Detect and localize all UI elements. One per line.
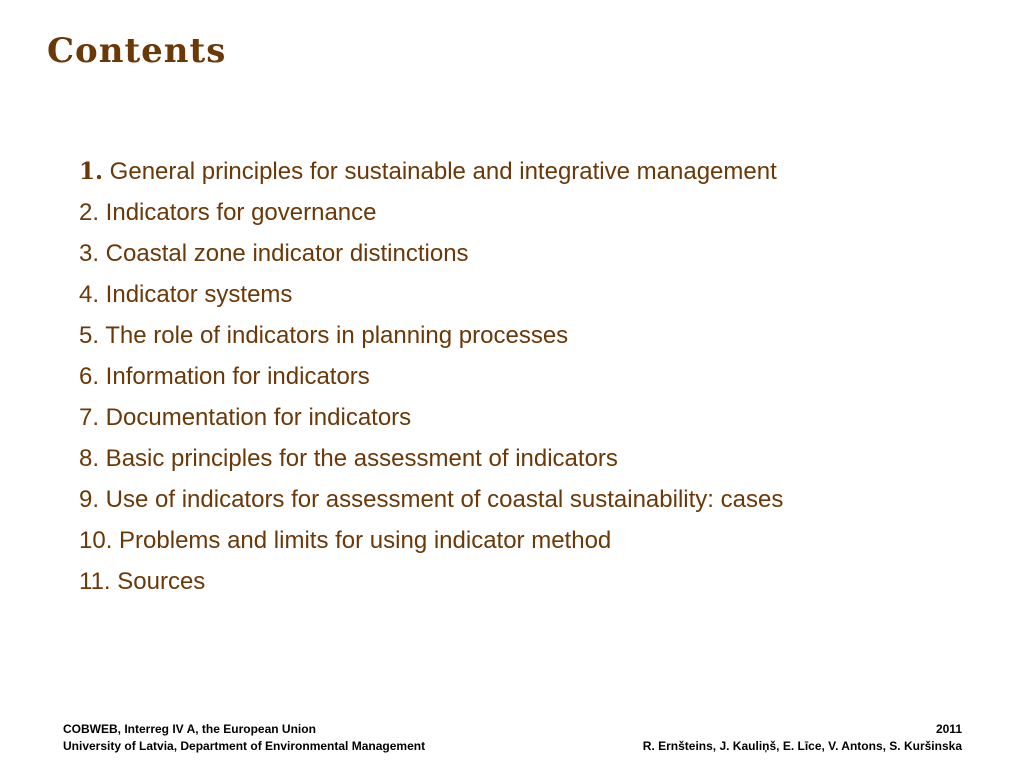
contents-list — [79, 151, 783, 602]
list-item-number: 5. — [79, 322, 100, 349]
list-item-number: 11. — [79, 568, 111, 595]
list-item-number: 6. — [79, 363, 100, 390]
list-item-number: 2. — [79, 199, 100, 226]
list-item-text: The role of indicators in planning processes — [99, 322, 569, 349]
list-item-text: Indicator systems — [99, 281, 293, 308]
list-item — [79, 233, 783, 274]
list-item-number: 3. — [79, 240, 100, 267]
footer-left — [63, 721, 425, 755]
list-item-number: 10. — [79, 527, 113, 554]
list-item — [79, 479, 783, 520]
list-item-number: 4. — [79, 281, 100, 308]
list-item — [79, 397, 783, 438]
list-item-number: 1. — [79, 158, 104, 185]
list-item-text: Documentation for indicators — [99, 404, 412, 431]
slide-title: Contents — [47, 31, 227, 71]
list-item-text: Use of indicators for assessment of coastal sustainability: cases — [99, 486, 784, 513]
footer-institution: University of Latvia, Department of Environmental Management — [63, 739, 426, 753]
list-item-number: 8. — [79, 445, 100, 472]
list-item — [79, 151, 783, 192]
footer-authors: R. Ernšteins, J. Kauliņš, E. Līce, V. Antons, S. Kuršinska — [642, 739, 962, 753]
list-item-text: Sources — [110, 568, 206, 595]
list-item — [79, 520, 783, 561]
footer-year: 2011 — [935, 722, 962, 736]
list-item — [79, 561, 783, 602]
list-item-text: Basic principles for the assessment of indicators — [99, 445, 618, 472]
footer-project: COBWEB, Interreg IV A, the European Union — [63, 722, 316, 736]
list-item — [79, 315, 783, 356]
list-item-text: General principles for sustainable and integrative management — [103, 158, 777, 185]
list-item — [79, 274, 783, 315]
list-item-number: 7. — [79, 404, 100, 431]
list-item — [79, 192, 783, 233]
list-item-text: Problems and limits for using indicator method — [112, 527, 612, 554]
list-item-text: Indicators for governance — [99, 199, 377, 226]
list-item-text: Information for indicators — [99, 363, 370, 390]
list-item-number: 9. — [79, 486, 100, 513]
list-item — [79, 356, 783, 397]
list-item-text: Coastal zone indicator distinctions — [99, 240, 469, 267]
footer-right — [643, 721, 962, 755]
list-item — [79, 438, 783, 479]
